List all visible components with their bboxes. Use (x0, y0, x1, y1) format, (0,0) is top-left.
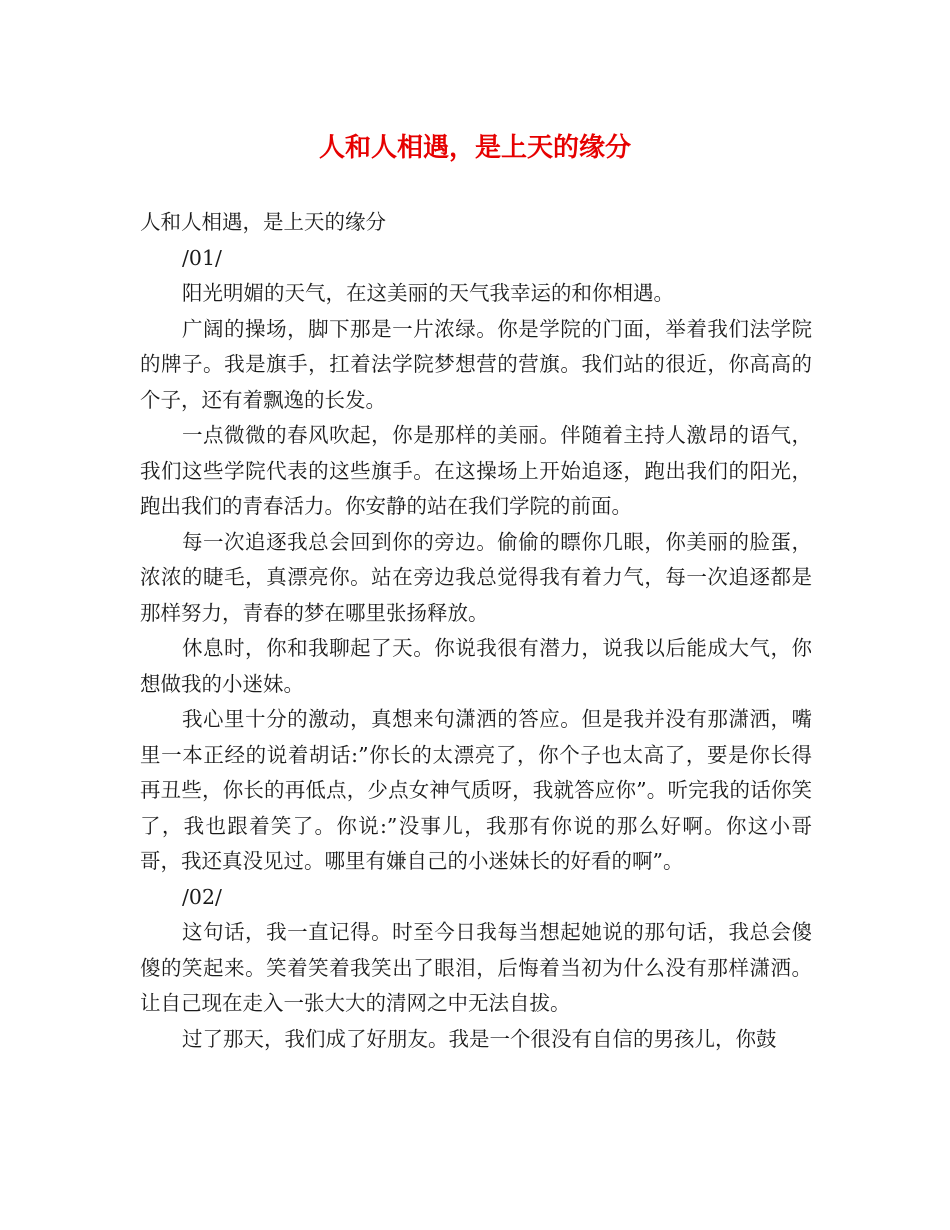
paragraph: /01/ (182, 245, 222, 270)
document-body (140, 205, 812, 1057)
document-title: 人和人相遇，是上天的缘分 (318, 133, 631, 163)
paragraph: 这句话，我一直记得。时至今日我每当想起她说的那句话，我总会傻傻的笑起来。笑着笑着我笑出了眼泪，后悔着当初为什么没有那样潇洒。让自己现在走入一张大大的清网之中无法自拔。 (140, 920, 812, 1015)
paragraph: 人和人相遇，是上天的缘分 (140, 210, 386, 234)
paragraph: 我心里十分的激动，真想来句潇洒的答应。但是我并没有那潇洒，嘴里一本正经的说着胡话:”你长的太漂亮了，你个子也太高了，要是你长得再丑些，你长的再低点，少点女神气质呀，我就答应你”。听完我的话你笑了，我也跟着笑了。你说:”没事儿，我那有你说的那么好啊。你这小哥哥，我还真没见过。哪里有嫌自己的小迷妹长的好看的啊”。 (140, 707, 812, 873)
paragraph: 广阔的操场，脚下那是一片浓绿。你是学院的门面，举着我们法学院的牌子。我是旗手，扛着法学院梦想营的营旗。我们站的很近，你高高的个子，还有着飘逸的长发。 (140, 316, 812, 412)
paragraph: /02/ (182, 884, 222, 909)
paragraph: 休息时，你和我聊起了天。你说我很有潜力，说我以后能成大气，你想做我的小迷妹。 (140, 636, 812, 696)
paragraph: 一点微微的春风吹起，你是那样的美丽。伴随着主持人激昂的语气，我们这些学院代表的这些旗手。在这操场上开始追逐，跑出我们的阳光，跑出我们的青春活力。你安静的站在我们学院的前面。 (140, 423, 812, 518)
paragraph: 过了那天，我们成了好朋友。我是一个很没有自信的男孩儿，你鼓 (182, 1026, 777, 1051)
paragraph: 每一次追逐我总会回到你的旁边。偷偷的瞟你几眼，你美丽的脸蛋，浓浓的睫毛，真漂亮你。站在旁边我总觉得我有着力气，每一次追逐都是那样努力，青春的梦在哪里张扬释放。 (140, 529, 812, 625)
paragraph: 阳光明媚的天气，在这美丽的天气我幸运的和你相遇。 (182, 281, 674, 305)
